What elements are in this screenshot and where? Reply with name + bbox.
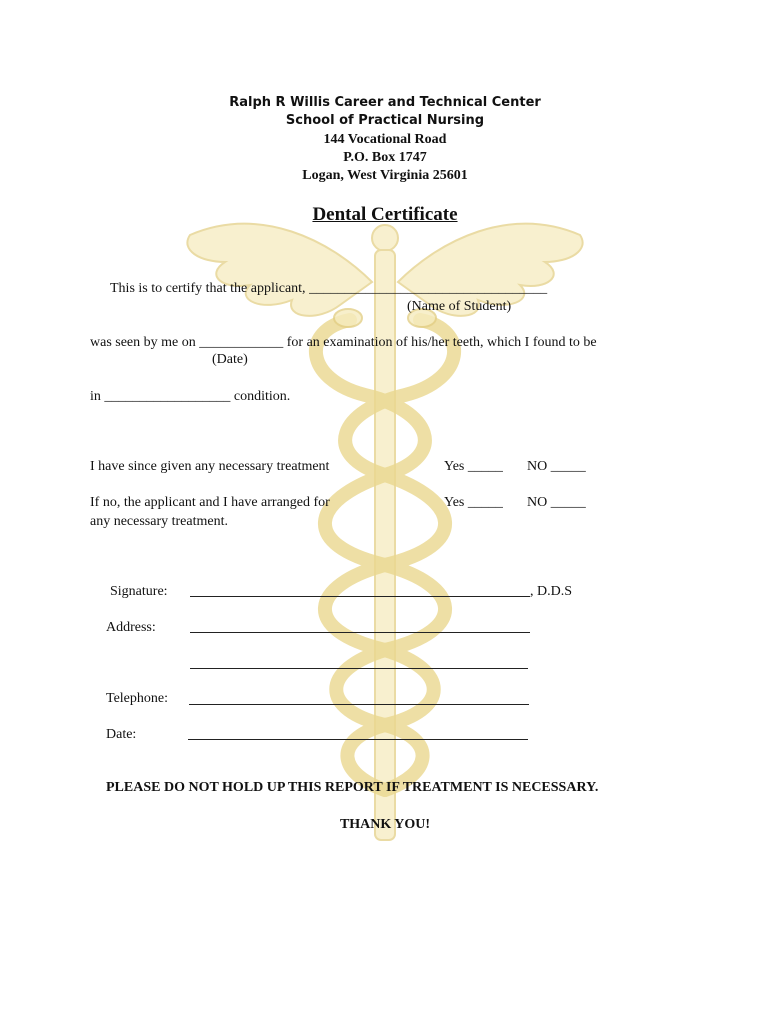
student-name-field[interactable]: __________________________________: [309, 281, 548, 296]
treatment-given-no[interactable]: NO _____: [527, 459, 586, 474]
question-treatment-arranged-cont: any necessary treatment.: [90, 514, 228, 529]
thank-you: THANK YOU!: [339, 817, 431, 832]
telephone-label: Telephone:: [106, 691, 168, 706]
treatment-arranged-no[interactable]: NO _____: [527, 495, 586, 510]
date-field[interactable]: [188, 739, 528, 740]
treatment-notice: PLEASE DO NOT HOLD UP THIS REPORT IF TREATMENT IS NECESSARY.: [106, 780, 599, 795]
school-name: School of Practical Nursing: [285, 113, 485, 128]
treatment-arranged-yes[interactable]: Yes _____: [444, 495, 503, 510]
address-label: Address:: [106, 620, 156, 635]
name-caption: (Name of Student): [407, 299, 512, 314]
treatment-given-yes[interactable]: Yes _____: [444, 459, 503, 474]
telephone-field[interactable]: [189, 704, 529, 705]
date-caption: (Date): [212, 352, 248, 367]
signature-label: Signature:: [110, 584, 168, 599]
institution-name: Ralph R Willis Career and Technical Center: [229, 95, 541, 110]
dds-suffix: , D.D.S: [530, 584, 573, 599]
seen-line[interactable]: was seen by me on ____________ for an examination of his/her teeth, which I found to be: [90, 335, 597, 350]
address-field-2[interactable]: [190, 668, 528, 669]
street-address: 144 Vocational Road: [323, 132, 447, 147]
certify-line: [110, 282, 547, 296]
address-field-1[interactable]: [190, 632, 530, 633]
city-state-zip: Logan, West Virginia 25601: [302, 168, 468, 183]
page-title: Dental Certificate: [312, 204, 458, 225]
certify-prefix: This is to certify that the applicant,: [110, 281, 310, 296]
question-treatment-given: I have since given any necessary treatment: [90, 459, 330, 474]
date-label: Date:: [106, 727, 137, 742]
question-treatment-arranged: If no, the applicant and I have arranged for: [90, 495, 330, 510]
po-box: P.O. Box 1747: [343, 150, 427, 165]
condition-line[interactable]: in __________________ condition.: [90, 389, 291, 404]
signature-field[interactable]: [190, 596, 530, 597]
